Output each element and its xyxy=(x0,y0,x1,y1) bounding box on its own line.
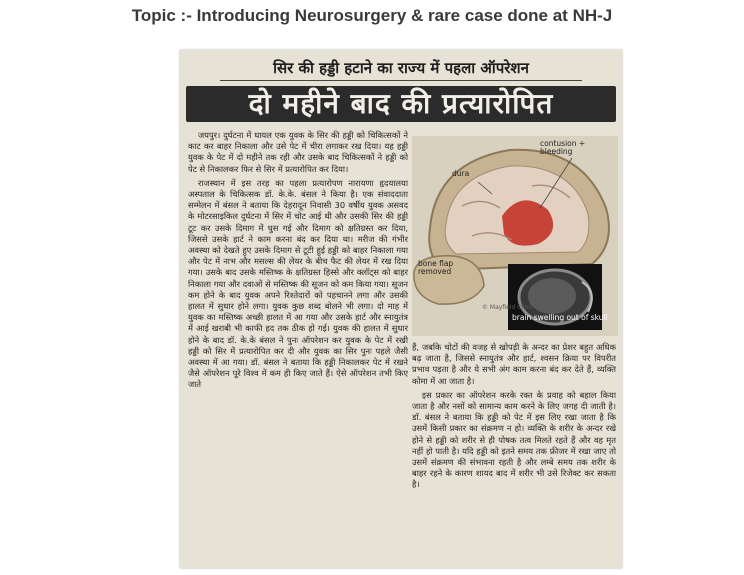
article-right-column xyxy=(412,342,616,562)
label-brain-swelling: brain swelling out of skull xyxy=(512,313,608,322)
article-left-column xyxy=(188,130,408,562)
figure-credit: © Mayfield Clinic xyxy=(482,304,534,311)
article-paragraph: इस प्रकार का ऑपरेशन करके रक्त के प्रवाह को बहाल किया जाता है और नसों को सामान्य काम करने के लिए जगह दी जाती है। डॉ. बंसल ने बताया कि हड्डी को पेट में इस लिए रखा जाता है कि उसमें किसी प्रकार का संक्रमण न हो। व्यक्ति के शरीर के अन्दर रखे होने से हड्डी को शरीर से ही पोषक तत्व मिलते रहते हैं और वह मृत नहीं हो पाती है। यदि हड्डी को इतने समय तक फ्रीजर में रखा जाए तो उसमें संक्रमण की संभावना रहती है और लम्बे समय तक शरीर के बाहर रहने के कारण शायद बाद में शरीर भी उसे रिजेक्ट कर सकता है। xyxy=(412,389,616,490)
newspaper-clipping xyxy=(180,50,622,568)
label-bone-flap: bone flap removed xyxy=(418,259,454,276)
main-headline: दो महीने बाद की प्रत्यारोपित xyxy=(186,86,616,122)
article-paragraph: राजस्थान में इस तरह का पहला प्रत्यारोपण नारायणा हृदयालया अस्पताल के चिकित्सक डॉ. के.के. बंसल ने किया है। एक संवाददाता सम्मेलन में बंसल ने बताया कि देहरादून निवासी 30 वर्षीय युवक असवद के मोटरसाइकिल दुर्घटना में सिर में चोट आई थी और उसकी सिर की हड्डी टूट कर उसके दिमाग में घुस गई और दिमाग को क्षतिग्रस्त कर दिया, जिससे उसके हार्ट ने काम करना बंद कर दिया था। मरीज की गंभीर अवस्था को देखते हुए उसके दिमाग से टूटी हुई हड्डी को बाहर निकाला गया और पेट में नाभ और मसल्स की लेयर के बीच फैट की लेयर में रख दिया गया। उसके बाद उसके मस्तिष्क के क्षतिग्रस्त हिस्से और क्लॉट्स को बाहर निकाला गया और दवाओं से मस्तिष्क की सूजन को कम किया गया। सूजन कम होने के बाद युवक अपने रिश्तेदारों को पहचानने लगा और उसकी हालत में सुधार होने लगा। युवक कुछ शब्द बोलने भी लगा। दो माह में युवक का मस्तिष्क अच्छी हालत में आ गया और उसके हार्ट और स्नायुतंत्र में आई खराबी भी काफी हद तक ठीक हो गई। युवक की हालत में सुधार होने के बाद डॉ. के.के बंसल ने पुनः ऑपरेशन कर युवक के पेट में रखी हड्डी को सिर में प्रत्यारोपित कर दी और युवक का सिर पुनः पहले जैसी अवस्था में आ गया। डॉ. बंसल ने बताया कि हड्डी निकालकर पेट में रखने जैसे ऑपरेशन पूरे विश्व में कम ही किए जाते हैं। ऐसे ऑपरेशन तभी किए जाते xyxy=(188,177,408,390)
article-paragraph: जयपुर। दुर्घटना में घायल एक युवक के सिर की हड्डी को चिकित्सकों ने काट कर बाहर निकाला और उसे पेट में चीरा लगाकर रख दिया। यह हड्डी युवक के पेट में दो महीने तक रही और उसके बाद चिकित्सकों ने हड्डी को पेट से निकालकर फिर से सिर में प्रत्यारोपित कर दिया। xyxy=(188,130,408,174)
label-dura: dura xyxy=(452,169,470,178)
label-contusion: contusion + bleeding xyxy=(540,139,586,156)
brain-illustration xyxy=(412,136,618,336)
kicker-headline: सिर की हड्डी हटाने का राज्य में पहला ऑपरेशन xyxy=(273,59,529,77)
topic-heading: Topic :- Introducing Neurosurgery & rare case done at NH-J xyxy=(131,6,613,25)
article-paragraph: हैं, जबकि चोटों की वजह से खोपड़ी के अन्दर का प्रेशर बहुत अधिक बढ़ जाता है, जिससे स्नायुतंत्र और हार्ट, श्वसन क्रिया पर विपरीत प्रभाव पड़ता है और ये सभी अंग काम करना बंद कर देते हैं, व्यक्ति कोमा में आ जाता है। xyxy=(412,342,616,386)
headline-rule xyxy=(220,80,582,81)
